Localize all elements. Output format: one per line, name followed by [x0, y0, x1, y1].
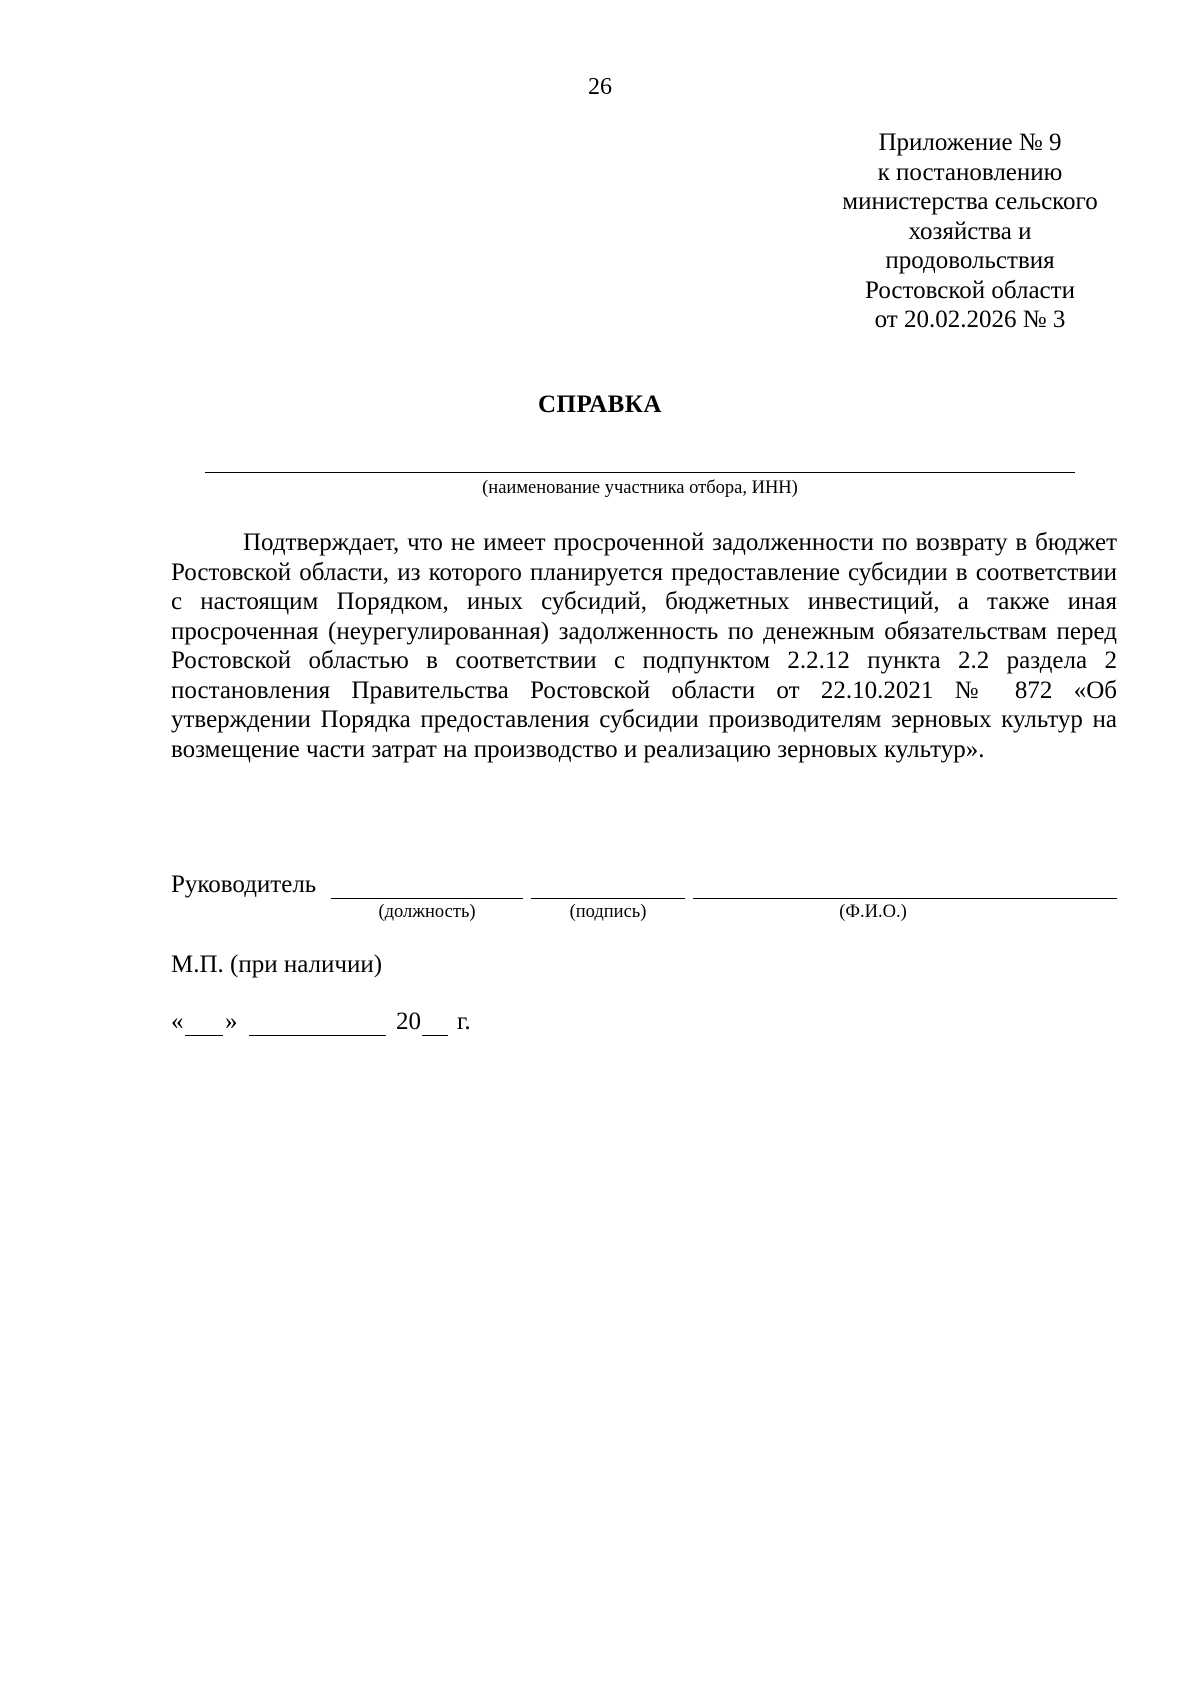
date-year-field[interactable]: [422, 1035, 448, 1036]
position-caption: (должность): [378, 902, 476, 922]
appendix-line: министерства сельского: [842, 188, 1098, 215]
appendix-line: к постановлению: [877, 158, 1063, 186]
appendix-header: [800, 128, 1140, 335]
document-title: СПРАВКА: [538, 391, 662, 418]
body-paragraph: Подтверждает, что не имеет просроченной задолженности по возврату в бюджет Ростовской области, из которого планируется предоставление субсидии в соответствии с настоящим Порядком, иных субсидий, бюджетных инвестиций, а также иная просроченная (неурегулированная) задолженность по денежным обязательствам перед Ростовской областью в соответствии с подпунктом 2.2.12 пункта 2.2 раздела 2 постановления Правительства Ростовской области от 22.10.2021 № 872 «Об утверждении Порядка предоставления субсидии производителям зерновых культур на возмещение части затрат на производство и реализацию зерновых культур».: [171, 529, 1117, 763]
date-block: [171, 1007, 571, 1043]
full-name-field[interactable]: [693, 898, 1117, 899]
participant-name-caption: (наименование участника отбора, ИНН): [482, 478, 798, 498]
signature-caption: (подпись): [569, 902, 647, 922]
participant-name-field[interactable]: [205, 472, 1075, 473]
date-day-field[interactable]: [185, 1035, 223, 1036]
appendix-line: хозяйства и: [908, 217, 1032, 245]
signature-label: Руководитель: [171, 871, 317, 898]
full-name-caption: (Ф.И.О.): [839, 902, 907, 922]
page-number: 26: [588, 74, 612, 100]
stamp-note: М.П. (при наличии): [171, 951, 383, 978]
appendix-line: от 20.02.2026 № 3: [874, 306, 1066, 333]
appendix-line: продовольствия: [885, 247, 1055, 274]
date-month-field[interactable]: [249, 1035, 386, 1036]
appendix-line: Приложение № 9: [878, 129, 1062, 156]
date-year-suffix: г.: [457, 1008, 471, 1035]
signature-field[interactable]: [531, 898, 685, 899]
date-year-prefix: 20: [396, 1008, 421, 1035]
date-close-quote: »: [225, 1008, 238, 1035]
date-open-quote: «: [171, 1008, 184, 1035]
signature-block: [171, 870, 1117, 922]
appendix-line: Ростовской области: [865, 276, 1075, 304]
position-field[interactable]: [331, 898, 523, 899]
